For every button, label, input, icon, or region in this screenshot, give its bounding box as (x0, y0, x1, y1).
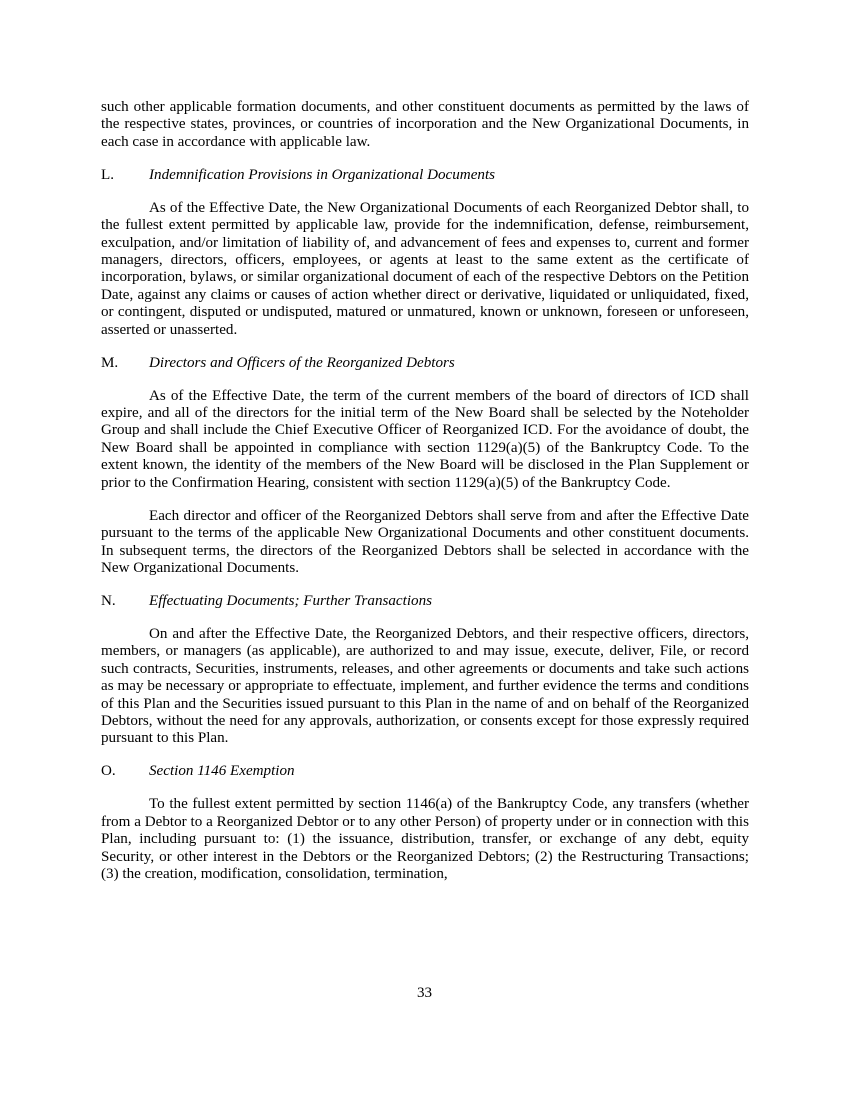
section-l-paragraph-1: As of the Effective Date, the New Organizational Documents of each Reorganized Debtor shall, to the fullest extent permitted by applicable law, provide for the indemnification, defense, reimbursement, exculpation, and/or limitation of liability of, and advancement of fees and expenses to, current and former managers, directors, officers, employees, or agents at least to the same extent as the certificate of incorporation, bylaws, or similar organizational document of each of the respective Debtors on the Petition Date, against any claims or causes of action whether direct or derivative, liquidated or unliquidated, fixed, or contingent, disputed or undisputed, matured or unmatured, known or unknown, foreseen or unforeseen, asserted or unasserted. (101, 199, 749, 338)
section-title: Indemnification Provisions in Organizational Documents (149, 166, 496, 183)
section-title: Section 1146 Exemption (149, 763, 295, 780)
section-m-paragraph-2: Each director and officer of the Reorganized Debtors shall serve from and after the Effective Date pursuant to the terms of the applicable New Organizational Documents and other constituent documents. In subsequent terms, the directors of the Reorganized Debtors shall be selected in accordance with the New Organizational Documents. (101, 507, 749, 576)
section-heading-m (101, 355, 749, 372)
section-heading-n (101, 593, 749, 610)
section-letter: M. (101, 354, 119, 371)
page-number: 33 (416, 985, 433, 1001)
section-n-paragraph-1: On and after the Effective Date, the Reorganized Debtors, and their respective officers, directors, members, or managers (as applicable), are authorized to and may issue, execute, deliver, File, or record such contracts, Securities, instruments, releases, and other agreements or documents and take such actions as may be necessary or appropriate to effectuate, implement, and further evidence the terms and conditions of this Plan and the Securities issued pursuant to this Plan in the name of and on behalf of the Reorganized Debtors, without the need for any approvals, authorization, or consents except for those expressly required pursuant to this Plan. (101, 625, 749, 747)
section-o-paragraph-1: To the fullest extent permitted by section 1146(a) of the Bankruptcy Code, any transfers (whether from a Debtor to a Reorganized Debtor or to any other Person) of property under or in connection with this Plan, including pursuant to: (1) the issuance, distribution, transfer, or exchange of any debt, equity Security, or other interest in the Debtors or the Reorganized Debtors; (2) the Restructuring Transactions; (3) the creation, modification, consolidation, termination, (101, 796, 749, 882)
document-page (101, 99, 749, 883)
section-heading-o (101, 763, 749, 780)
section-title: Directors and Officers of the Reorganized Debtors (149, 354, 455, 371)
paragraph-gap (101, 492, 749, 508)
section-m-paragraph-1: As of the Effective Date, the term of the current members of the board of directors of ICD shall expire, and all of the directors for the initial term of the New Board shall be selected by the Noteholder Group and shall include the Chief Executive Officer of Reorganized ICD. For the avoidance of doubt, the New Board shall be appointed in compliance with section 1129(a)(5) of the Bankruptcy Code. To the extent known, the identity of the members of the New Board will be disclosed in the Plan Supplement or prior to the Confirmation Hearing, consistent with section 1129(a)(5) of the Bankruptcy Code. (101, 387, 749, 491)
section-title: Effectuating Documents; Further Transactions (149, 592, 432, 609)
opening-paragraph: such other applicable formation documents, and other constituent documents as permitted by the laws of the respective states, provinces, or countries of incorporation and the New Organizational Documents, in each case in accordance with applicable law. (101, 99, 749, 150)
section-letter: N. (101, 592, 116, 609)
section-heading-l (101, 167, 749, 184)
section-letter: O. (101, 763, 116, 780)
section-letter: L. (101, 166, 114, 183)
